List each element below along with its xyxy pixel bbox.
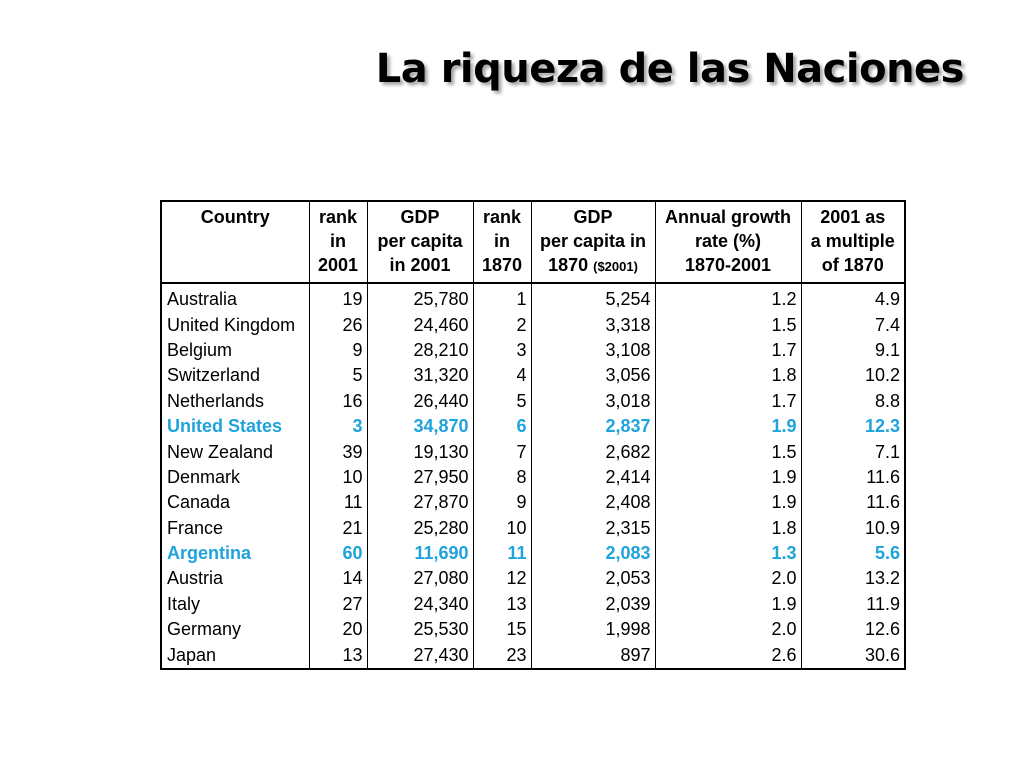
- cell-gdp-2001: 19,130: [367, 439, 473, 464]
- cell-rank-2001: 27: [309, 592, 367, 617]
- cell-multiple: 12.6: [801, 617, 905, 642]
- cell-multiple: 10.9: [801, 516, 905, 541]
- cell-gdp-2001: 31,320: [367, 363, 473, 388]
- header-gdp-2001: GDP per capita in 2001: [367, 201, 473, 283]
- cell-country: Denmark: [161, 465, 309, 490]
- cell-annual-growth: 1.5: [655, 439, 801, 464]
- cell-gdp-1870: 897: [531, 642, 655, 668]
- cell-gdp-2001: 27,950: [367, 465, 473, 490]
- table-header: [161, 201, 905, 283]
- cell-country: United Kingdom: [161, 312, 309, 337]
- cell-country: Netherlands: [161, 389, 309, 414]
- cell-rank-2001: 9: [309, 338, 367, 363]
- cell-rank-2001: 21: [309, 516, 367, 541]
- cell-annual-growth: 1.9: [655, 490, 801, 515]
- cell-multiple: 7.4: [801, 312, 905, 337]
- cell-multiple: 4.9: [801, 283, 905, 312]
- cell-rank-1870: 12: [473, 566, 531, 591]
- cell-multiple: 13.2: [801, 566, 905, 591]
- table-row: [161, 283, 905, 312]
- cell-annual-growth: 1.9: [655, 592, 801, 617]
- cell-gdp-2001: 27,870: [367, 490, 473, 515]
- table-row: [161, 642, 905, 668]
- cell-multiple: 9.1: [801, 338, 905, 363]
- cell-rank-1870: 3: [473, 338, 531, 363]
- cell-country: Australia: [161, 283, 309, 312]
- cell-annual-growth: 1.7: [655, 338, 801, 363]
- header-country: Country: [161, 201, 309, 283]
- cell-multiple: 11.9: [801, 592, 905, 617]
- cell-rank-1870: 8: [473, 465, 531, 490]
- cell-annual-growth: 1.8: [655, 363, 801, 388]
- header-gdp-1870: GDP per capita in 1870 ($2001): [531, 201, 655, 283]
- cell-gdp-2001: 24,340: [367, 592, 473, 617]
- cell-rank-1870: 7: [473, 439, 531, 464]
- table-row: [161, 414, 905, 439]
- cell-annual-growth: 1.7: [655, 389, 801, 414]
- cell-rank-1870: 1: [473, 283, 531, 312]
- cell-gdp-1870: 5,254: [531, 283, 655, 312]
- cell-gdp-2001: 28,210: [367, 338, 473, 363]
- gdp-table: [160, 200, 906, 670]
- table-row: [161, 592, 905, 617]
- cell-country: France: [161, 516, 309, 541]
- cell-rank-2001: 60: [309, 541, 367, 566]
- cell-gdp-1870: 2,083: [531, 541, 655, 566]
- cell-multiple: 7.1: [801, 439, 905, 464]
- cell-annual-growth: 1.2: [655, 283, 801, 312]
- cell-annual-growth: 1.8: [655, 516, 801, 541]
- cell-multiple: 10.2: [801, 363, 905, 388]
- cell-rank-1870: 4: [473, 363, 531, 388]
- table-row: [161, 338, 905, 363]
- cell-annual-growth: 1.9: [655, 465, 801, 490]
- cell-country: New Zealand: [161, 439, 309, 464]
- cell-rank-2001: 5: [309, 363, 367, 388]
- header-rank-2001: rank in 2001: [309, 201, 367, 283]
- cell-rank-1870: 13: [473, 592, 531, 617]
- cell-annual-growth: 2.0: [655, 566, 801, 591]
- cell-rank-2001: 10: [309, 465, 367, 490]
- cell-country: United States: [161, 414, 309, 439]
- table-row: [161, 617, 905, 642]
- cell-gdp-1870: 3,056: [531, 363, 655, 388]
- cell-multiple: 11.6: [801, 490, 905, 515]
- cell-rank-2001: 16: [309, 389, 367, 414]
- table-row: [161, 389, 905, 414]
- header-multiple: 2001 as a multiple of 1870: [801, 201, 905, 283]
- cell-annual-growth: 2.0: [655, 617, 801, 642]
- cell-gdp-2001: 26,440: [367, 389, 473, 414]
- cell-gdp-1870: 3,108: [531, 338, 655, 363]
- cell-country: Italy: [161, 592, 309, 617]
- table-row: [161, 312, 905, 337]
- cell-multiple: 12.3: [801, 414, 905, 439]
- cell-gdp-2001: 27,080: [367, 566, 473, 591]
- cell-rank-1870: 5: [473, 389, 531, 414]
- header-annual-growth: Annual growth rate (%) 1870-2001: [655, 201, 801, 283]
- table-row: [161, 490, 905, 515]
- cell-gdp-2001: 27,430: [367, 642, 473, 668]
- cell-gdp-1870: 3,318: [531, 312, 655, 337]
- cell-gdp-1870: 2,408: [531, 490, 655, 515]
- cell-country: Belgium: [161, 338, 309, 363]
- table-body: [161, 283, 905, 669]
- table-row: [161, 541, 905, 566]
- cell-rank-2001: 39: [309, 439, 367, 464]
- cell-rank-1870: 15: [473, 617, 531, 642]
- cell-annual-growth: 1.9: [655, 414, 801, 439]
- cell-rank-1870: 23: [473, 642, 531, 668]
- cell-rank-1870: 11: [473, 541, 531, 566]
- table-row: [161, 439, 905, 464]
- cell-gdp-2001: 11,690: [367, 541, 473, 566]
- cell-gdp-2001: 25,780: [367, 283, 473, 312]
- cell-country: Austria: [161, 566, 309, 591]
- cell-multiple: 30.6: [801, 642, 905, 668]
- cell-gdp-2001: 25,280: [367, 516, 473, 541]
- cell-annual-growth: 1.5: [655, 312, 801, 337]
- cell-multiple: 11.6: [801, 465, 905, 490]
- cell-rank-2001: 19: [309, 283, 367, 312]
- cell-rank-2001: 13: [309, 642, 367, 668]
- cell-country: Japan: [161, 642, 309, 668]
- cell-gdp-2001: 24,460: [367, 312, 473, 337]
- cell-multiple: 5.6: [801, 541, 905, 566]
- cell-country: Switzerland: [161, 363, 309, 388]
- header-rank-1870: rank in 1870: [473, 201, 531, 283]
- table-row: [161, 465, 905, 490]
- cell-gdp-1870: 2,039: [531, 592, 655, 617]
- cell-gdp-1870: 2,837: [531, 414, 655, 439]
- table-row: [161, 363, 905, 388]
- cell-gdp-1870: 2,414: [531, 465, 655, 490]
- cell-country: Canada: [161, 490, 309, 515]
- cell-gdp-1870: 1,998: [531, 617, 655, 642]
- cell-rank-2001: 11: [309, 490, 367, 515]
- cell-annual-growth: 1.3: [655, 541, 801, 566]
- cell-gdp-1870: 2,315: [531, 516, 655, 541]
- cell-country: Argentina: [161, 541, 309, 566]
- cell-rank-1870: 10: [473, 516, 531, 541]
- table-row: [161, 516, 905, 541]
- cell-annual-growth: 2.6: [655, 642, 801, 668]
- cell-rank-1870: 2: [473, 312, 531, 337]
- cell-gdp-1870: 2,682: [531, 439, 655, 464]
- cell-rank-2001: 3: [309, 414, 367, 439]
- cell-country: Germany: [161, 617, 309, 642]
- cell-multiple: 8.8: [801, 389, 905, 414]
- cell-rank-2001: 14: [309, 566, 367, 591]
- table-row: [161, 566, 905, 591]
- cell-gdp-2001: 34,870: [367, 414, 473, 439]
- cell-rank-2001: 20: [309, 617, 367, 642]
- cell-rank-1870: 9: [473, 490, 531, 515]
- slide-title: La riqueza de las Naciones: [375, 46, 964, 92]
- cell-rank-2001: 26: [309, 312, 367, 337]
- cell-rank-1870: 6: [473, 414, 531, 439]
- cell-gdp-1870: 2,053: [531, 566, 655, 591]
- cell-gdp-1870: 3,018: [531, 389, 655, 414]
- cell-gdp-2001: 25,530: [367, 617, 473, 642]
- header-row: [161, 201, 905, 283]
